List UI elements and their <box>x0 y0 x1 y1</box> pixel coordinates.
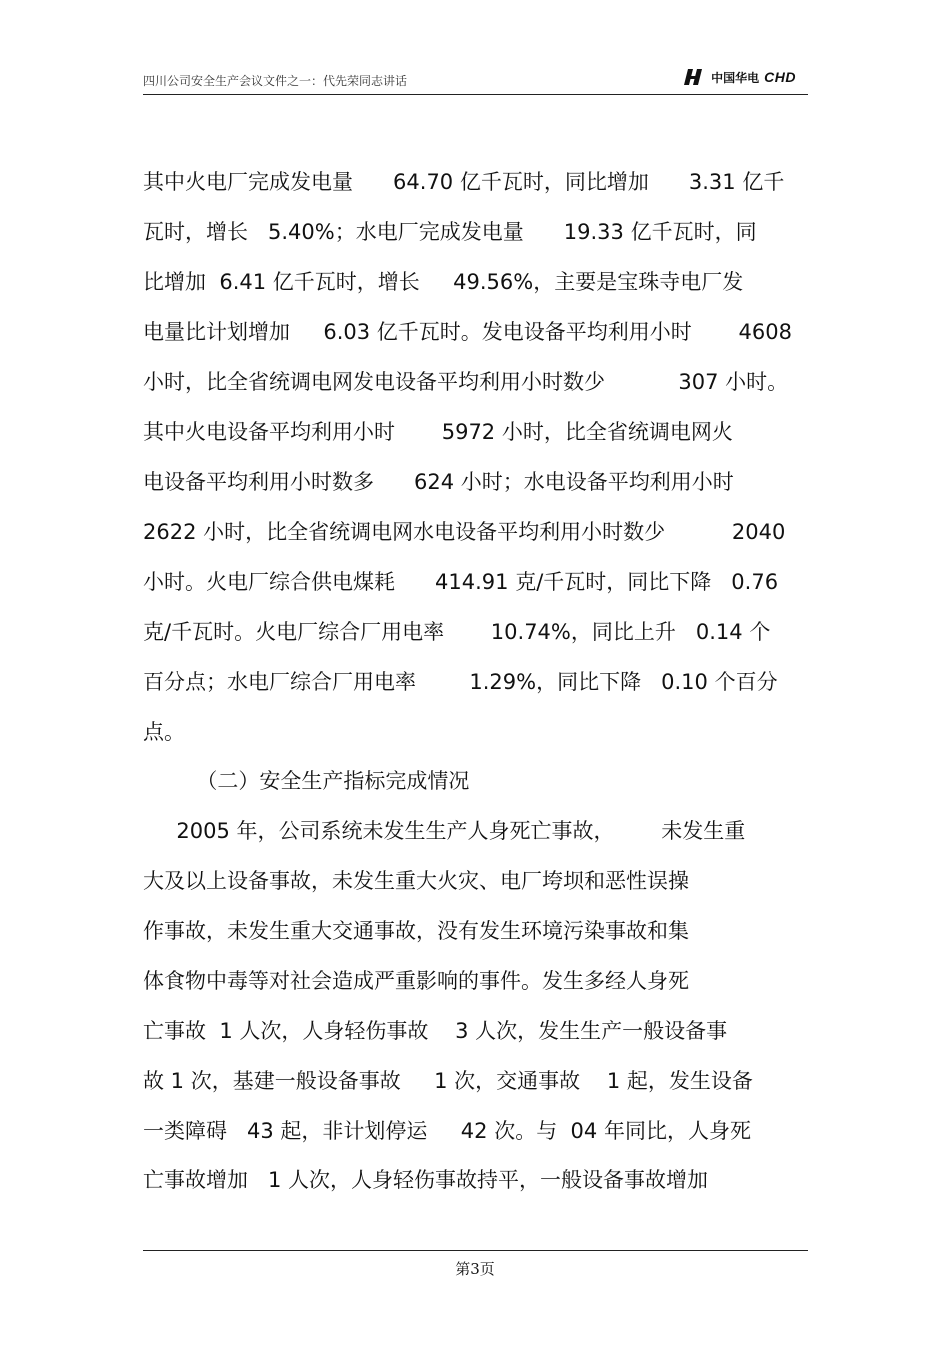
logo-text-cn: 中国华电 <box>711 70 760 85</box>
body-line: 一类障碍 43 起，非计划停运 42 次。与 04 年同比，人身死 <box>143 1119 751 1143</box>
body-line: 比增加 6.41 亿千瓦时，增长 49.56%，主要是宝珠寺电厂发 <box>143 270 744 294</box>
company-logo <box>684 68 796 86</box>
chd-logo-icon <box>684 68 706 86</box>
body-line: 亡事故 1 人次，人身轻伤事故 3 人次，发生生产一般设备事 <box>143 1019 728 1043</box>
body-line: 瓦时，增长 5.40%；水电厂完成发电量 19.33 亿千瓦时，同 <box>143 220 757 244</box>
body-line: 点。 <box>143 720 185 744</box>
body-line: 百分点；水电厂综合厂用电率 1.29%，同比下降 0.10 个百分 <box>143 670 778 694</box>
section-heading: （二）安全生产指标完成情况 <box>143 769 470 793</box>
body-line: 大及以上设备事故，未发生重大火灾、电厂垮坝和恶性误操 <box>143 869 689 893</box>
body-line: 2622 小时，比全省统调电网水电设备平均利用小时数少 2040 <box>143 520 786 544</box>
body-line: 体食物中毒等对社会造成严重影响的事件。发生多经人身死 <box>143 969 689 993</box>
body-line: 克/千瓦时。火电厂综合厂用电率 10.74%，同比上升 0.14 个 <box>143 620 771 644</box>
body-line: 电量比计划增加 6.03 亿千瓦时。发电设备平均利用小时 4608 <box>143 320 792 344</box>
body-line: 其中火电设备平均利用小时 5972 小时，比全省统调电网火 <box>143 420 733 444</box>
footer-divider <box>143 1250 808 1251</box>
logo-text-en: CHD <box>764 69 796 85</box>
page-number: 第3页 <box>455 1260 495 1278</box>
body-line: 小时。火电厂综合供电煤耗 414.91 克/千瓦时，同比下降 0.76 <box>143 570 779 594</box>
body-line: 其中火电厂完成发电量 64.70 亿千瓦时，同比增加 3.31 亿千 <box>143 170 785 194</box>
body-line: 故 1 次，基建一般设备事故 1 次，交通事故 1 起，发生设备 <box>143 1069 753 1093</box>
header-divider <box>143 94 808 95</box>
page-header <box>143 66 808 96</box>
header-title: 四川公司安全生产会议文件之一：代先荣同志讲话 <box>143 74 408 88</box>
body-line: 小时，比全省统调电网发电设备平均利用小时数少 307 小时。 <box>143 370 789 394</box>
body-line: 2005 年，公司系统未发生生产人身死亡事故， 未发生重 <box>143 819 746 843</box>
body-line: 亡事故增加 1 人次，人身轻伤事故持平，一般设备事故增加 <box>143 1168 709 1192</box>
body-line: 电设备平均利用小时数多 624 小时；水电设备平均利用小时 <box>143 470 734 494</box>
body-line: 作事故，未发生重大交通事故，没有发生环境污染事故和集 <box>143 919 689 943</box>
